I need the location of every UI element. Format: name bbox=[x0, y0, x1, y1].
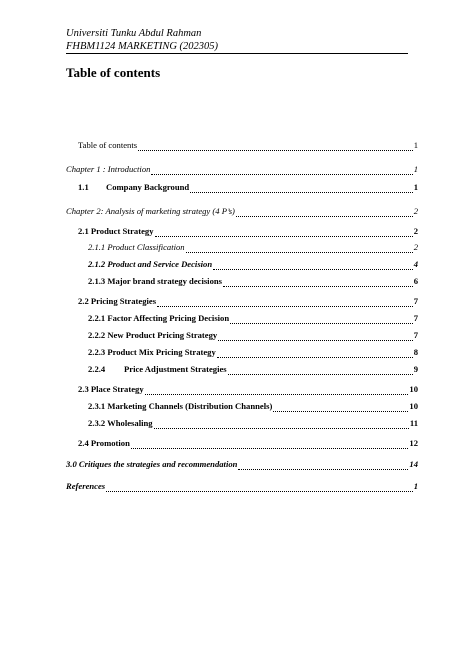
toc-entry-label: 2.3 Place Strategy bbox=[78, 384, 144, 394]
toc-entry-chapter2[interactable] bbox=[66, 206, 418, 217]
toc-leader bbox=[230, 315, 413, 324]
toc-leader bbox=[190, 184, 413, 193]
header-course: FHBM1124 MARKETING (202305) bbox=[66, 41, 219, 52]
toc-entry-label: Chapter 2: Analysis of marketing strategy (4 P’s) bbox=[66, 206, 235, 216]
toc-entry-number: 1.1 bbox=[78, 182, 89, 192]
toc-entry-product-strategy[interactable] bbox=[66, 226, 418, 237]
toc-entry-label: 2.2 Pricing Strategies bbox=[78, 296, 157, 306]
toc-entry-factor-pricing[interactable] bbox=[66, 313, 418, 324]
toc-leader bbox=[157, 298, 413, 307]
toc-entry-marketing-channels[interactable] bbox=[66, 401, 418, 412]
toc-entry-product-mix-pricing[interactable] bbox=[66, 347, 418, 358]
toc-entry-label: 2.3.1 Marketing Channels (Distribution Channels) bbox=[88, 401, 273, 411]
toc-leader bbox=[236, 208, 413, 217]
toc-entry-page: 8 bbox=[413, 347, 418, 357]
toc-entry-critiques[interactable] bbox=[66, 459, 418, 470]
toc-leader bbox=[186, 244, 413, 253]
toc-entry-number: 2.2.4 bbox=[88, 364, 106, 374]
toc-entry-toc[interactable] bbox=[66, 140, 418, 151]
toc-entry-page: 9 bbox=[413, 364, 418, 374]
toc-leader bbox=[154, 420, 409, 429]
toc-entry-company-background[interactable] bbox=[66, 182, 418, 193]
toc-entry-new-product-pricing[interactable] bbox=[66, 330, 418, 341]
toc-entry-label: 2.1.3 Major brand strategy decisions bbox=[88, 276, 222, 286]
toc-entry-label: 2.4 Promotion bbox=[78, 438, 130, 448]
toc-entry-label: 2.2.3 Product Mix Pricing Strategy bbox=[88, 347, 216, 357]
toc-entry-label: Price Adjustment Strategies bbox=[124, 364, 227, 374]
toc-leader bbox=[218, 332, 413, 341]
toc-entry-label: 2.1.1 Product Classification bbox=[88, 242, 185, 252]
toc-entry-page: 7 bbox=[413, 296, 418, 306]
toc-entry-product-classification[interactable] bbox=[66, 242, 418, 253]
toc-entry-page: 7 bbox=[413, 313, 418, 323]
toc-entry-page: 1 bbox=[413, 182, 418, 192]
toc-entry-page: 14 bbox=[409, 459, 418, 469]
toc-entry-label: 2.2.1 Factor Affecting Pricing Decision bbox=[88, 313, 230, 323]
toc-entry-label: 3.0 Critiques the strategies and recommendation bbox=[66, 459, 238, 469]
toc-leader bbox=[213, 261, 413, 270]
toc-leader bbox=[145, 386, 409, 395]
toc-entry-references[interactable] bbox=[66, 481, 418, 492]
toc-entry-brand-strategy[interactable] bbox=[66, 276, 418, 287]
toc-entry-page: 1 bbox=[413, 164, 418, 174]
toc-leader bbox=[273, 403, 408, 412]
toc-entry-page: 2 bbox=[413, 206, 418, 216]
toc-entry-label: 2.2.2 New Product Pricing Strategy bbox=[88, 330, 218, 340]
page-header bbox=[66, 27, 408, 53]
toc-entry-wholesaling[interactable] bbox=[66, 418, 418, 429]
toc-leader bbox=[238, 461, 408, 470]
toc-entry-page: 7 bbox=[413, 330, 418, 340]
toc-entry-label: Table of contents bbox=[78, 140, 138, 150]
toc-entry-page: 1 bbox=[413, 481, 418, 491]
toc-entry-price-adjustment[interactable] bbox=[66, 364, 418, 375]
toc-leader bbox=[131, 440, 409, 449]
toc-entry-page: 2 bbox=[413, 226, 418, 236]
toc-entry-label: 2.1.2 Product and Service Decision bbox=[88, 259, 213, 269]
toc-title: Table of contents bbox=[66, 65, 161, 80]
header-university: Universiti Tunku Abdul Rahman bbox=[66, 28, 202, 39]
toc-entry-page: 12 bbox=[409, 438, 418, 448]
toc-leader bbox=[155, 228, 413, 237]
toc-leader bbox=[223, 278, 413, 287]
toc-entry-chapter1[interactable] bbox=[66, 164, 418, 175]
toc-entry-page: 11 bbox=[409, 418, 418, 428]
toc-entry-page: 6 bbox=[413, 276, 418, 286]
toc-entry-label: 2.1 Product Strategy bbox=[78, 226, 154, 236]
toc-entry-page: 2 bbox=[413, 242, 418, 252]
toc-entry-label: Chapter 1 : Introduction bbox=[66, 164, 151, 174]
toc-entry-page: 10 bbox=[409, 384, 418, 394]
toc-leader bbox=[151, 166, 412, 175]
toc-entry-label: Company Background bbox=[106, 182, 190, 192]
toc-entry-page: 4 bbox=[413, 259, 418, 269]
toc-entry-label: References bbox=[66, 481, 106, 491]
toc-entry-page: 1 bbox=[413, 140, 418, 150]
toc-leader bbox=[106, 483, 413, 492]
toc-leader bbox=[217, 349, 413, 358]
toc-entry-promotion[interactable] bbox=[66, 438, 418, 449]
toc-leader bbox=[228, 366, 413, 375]
toc-entry-pricing-strategies[interactable] bbox=[66, 296, 418, 307]
toc-entry-label: 2.3.2 Wholesaling bbox=[88, 418, 153, 428]
toc-entry-product-service-decision[interactable] bbox=[66, 259, 418, 270]
toc-entry-page: 10 bbox=[409, 401, 418, 411]
toc-entry-place-strategy[interactable] bbox=[66, 384, 418, 395]
toc-leader bbox=[138, 142, 413, 151]
header-rule bbox=[66, 53, 408, 54]
